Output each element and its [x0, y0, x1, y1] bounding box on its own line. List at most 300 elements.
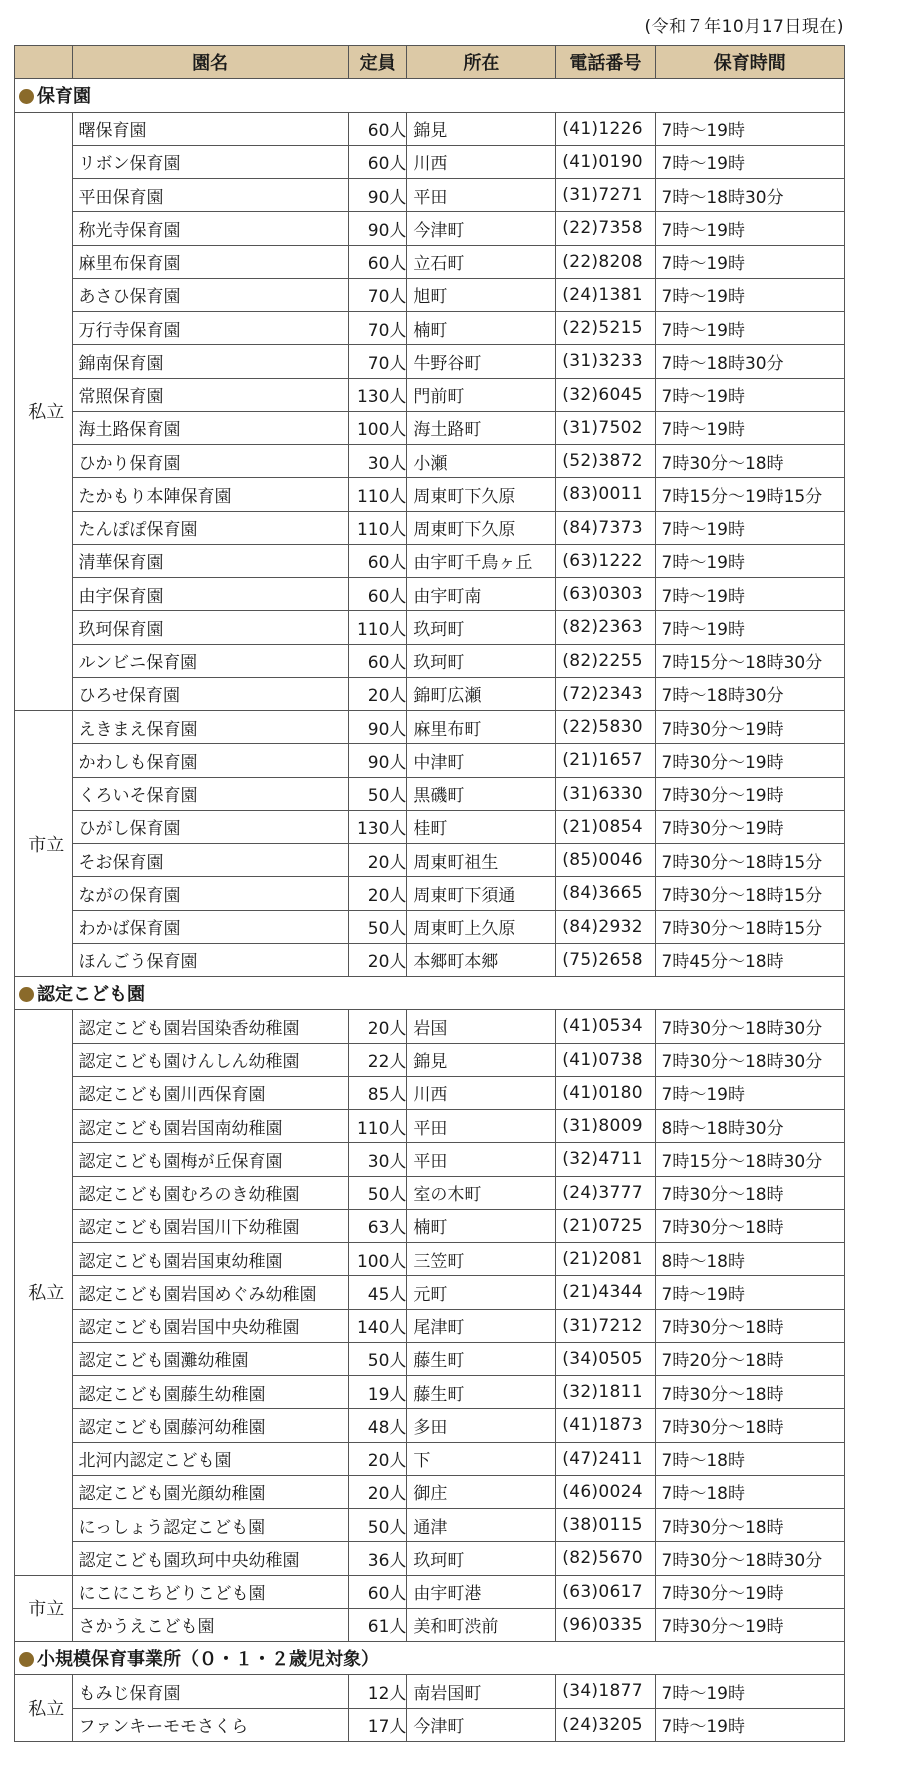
capacity-value: 110人 [348, 478, 407, 511]
phone-value: (85)0046 [556, 844, 655, 877]
table-row [15, 910, 845, 943]
phone-value: (47)2411 [556, 1442, 655, 1475]
facility-name: もみじ保育園 [72, 1675, 348, 1708]
capacity-value: 70人 [348, 278, 407, 311]
phone-value: (63)1222 [556, 544, 655, 577]
table-row [15, 212, 845, 245]
location-value: 南岩国町 [407, 1675, 556, 1708]
hours-value: 7時30分～19時 [655, 1608, 845, 1641]
facility-name: ほんごう保育園 [72, 943, 348, 976]
capacity-value: 48人 [348, 1409, 407, 1442]
location-value: 今津町 [407, 1708, 556, 1741]
capacity-value: 45人 [348, 1276, 407, 1309]
facility-name: ひがし保育園 [72, 810, 348, 843]
location-value: 岩国 [407, 1010, 556, 1043]
hours-value: 7時15分～18時30分 [655, 1143, 845, 1176]
location-value: 平田 [407, 179, 556, 212]
facility-name: 常照保育園 [72, 378, 348, 411]
capacity-value: 19人 [348, 1376, 407, 1409]
hours-value: 7時30分～19時 [655, 810, 845, 843]
phone-value: (84)2932 [556, 910, 655, 943]
section-title: 認定こども園 [37, 984, 145, 1006]
facility-name: ひかり保育園 [72, 445, 348, 478]
section-title: 小規模保育事業所（０・１・２歳児対象） [37, 1649, 379, 1671]
location-value: 小瀬 [407, 445, 556, 478]
facility-name: えきまえ保育園 [72, 711, 348, 744]
location-value: 楠町 [407, 1209, 556, 1242]
hours-value: 7時～18時 [655, 1442, 845, 1475]
section-header-row [15, 79, 845, 112]
capacity-value: 50人 [348, 1176, 407, 1209]
facility-name: にこにこちどりこども園 [72, 1575, 348, 1608]
facility-name: 由宇保育園 [72, 578, 348, 611]
hours-value: 7時～19時 [655, 145, 845, 178]
header-location: 所在 [407, 46, 556, 79]
table-row [15, 312, 845, 345]
capacity-value: 22人 [348, 1043, 407, 1076]
phone-value: (41)1873 [556, 1409, 655, 1442]
hours-value: 7時～19時 [655, 511, 845, 544]
section-title-cell [15, 977, 845, 1010]
as-of-date: (令和７年10月17日現在) [644, 17, 844, 37]
capacity-value: 70人 [348, 345, 407, 378]
capacity-value: 130人 [348, 810, 407, 843]
phone-value: (32)4711 [556, 1143, 655, 1176]
phone-value: (21)2081 [556, 1243, 655, 1276]
hours-value: 7時～18時30分 [655, 677, 845, 710]
table-row [15, 345, 845, 378]
facility-name: 認定こども園むろのき幼稚園 [72, 1176, 348, 1209]
hours-value: 7時～19時 [655, 578, 845, 611]
facility-name: 海土路保育園 [72, 411, 348, 444]
nursery-table [14, 45, 845, 1742]
location-value: 川西 [407, 145, 556, 178]
location-value: 錦見 [407, 1043, 556, 1076]
capacity-value: 60人 [348, 578, 407, 611]
location-value: 楠町 [407, 312, 556, 345]
header-hours: 保育時間 [655, 46, 845, 79]
table-row [15, 677, 845, 710]
facility-name: 曙保育園 [72, 112, 348, 145]
hours-value: 7時30分～18時 [655, 1176, 845, 1209]
location-value: 海土路町 [407, 411, 556, 444]
hours-value: 7時～19時 [655, 212, 845, 245]
phone-value: (31)3233 [556, 345, 655, 378]
capacity-value: 20人 [348, 677, 407, 710]
capacity-value: 90人 [348, 179, 407, 212]
facility-name: ルンビニ保育園 [72, 644, 348, 677]
table-row [15, 145, 845, 178]
hours-value: 7時30分～18時 [655, 1309, 845, 1342]
phone-value: (52)3872 [556, 445, 655, 478]
hours-value: 7時30分～18時15分 [655, 910, 845, 943]
location-value: 黒磯町 [407, 777, 556, 810]
phone-value: (31)7271 [556, 179, 655, 212]
bullet-dot-icon [19, 89, 34, 104]
phone-value: (84)7373 [556, 511, 655, 544]
location-value: 尾津町 [407, 1309, 556, 1342]
facility-name: 認定こども園岩国染香幼稚園 [72, 1010, 348, 1043]
facility-name: 玖珂保育園 [72, 611, 348, 644]
table-row [15, 411, 845, 444]
facility-name: 称光寺保育園 [72, 212, 348, 245]
table-row [15, 1675, 845, 1708]
location-value: 立石町 [407, 245, 556, 278]
location-value: 牛野谷町 [407, 345, 556, 378]
location-value: 玖珂町 [407, 611, 556, 644]
hours-value: 7時30分～18時30分 [655, 1542, 845, 1575]
table-row [15, 1376, 845, 1409]
location-value: 由宇町千鳥ヶ丘 [407, 544, 556, 577]
location-value: 通津 [407, 1509, 556, 1542]
location-value: 周東町下久原 [407, 478, 556, 511]
facility-name: 平田保育園 [72, 179, 348, 212]
hours-value: 7時～19時 [655, 112, 845, 145]
location-value: 元町 [407, 1276, 556, 1309]
phone-value: (96)0335 [556, 1608, 655, 1641]
table-row [15, 877, 845, 910]
capacity-value: 60人 [348, 544, 407, 577]
facility-name: 錦南保育園 [72, 345, 348, 378]
hours-value: 7時～19時 [655, 1708, 845, 1741]
ownership-label: 市立 [15, 1575, 73, 1642]
table-row [15, 544, 845, 577]
capacity-value: 50人 [348, 1509, 407, 1542]
phone-value: (46)0024 [556, 1475, 655, 1508]
hours-value: 7時～19時 [655, 1076, 845, 1109]
phone-value: (32)6045 [556, 378, 655, 411]
phone-value: (34)1877 [556, 1675, 655, 1708]
section-header-row [15, 1642, 845, 1675]
hours-value: 7時30分～18時30分 [655, 1043, 845, 1076]
phone-value: (82)2363 [556, 611, 655, 644]
table-row [15, 1176, 845, 1209]
phone-value: (31)7502 [556, 411, 655, 444]
facility-name: 認定こども園梅が丘保育園 [72, 1143, 348, 1176]
capacity-value: 36人 [348, 1542, 407, 1575]
facility-name: さかうえこども園 [72, 1608, 348, 1641]
hours-value: 7時～19時 [655, 544, 845, 577]
facility-name: 認定こども園光顔幼稚園 [72, 1475, 348, 1508]
phone-value: (75)2658 [556, 943, 655, 976]
capacity-value: 130人 [348, 378, 407, 411]
capacity-value: 60人 [348, 644, 407, 677]
capacity-value: 50人 [348, 1342, 407, 1375]
table-row [15, 1209, 845, 1242]
table-row [15, 1509, 845, 1542]
hours-value: 7時30分～19時 [655, 711, 845, 744]
location-value: 玖珂町 [407, 644, 556, 677]
phone-value: (41)1226 [556, 112, 655, 145]
location-value: 藤生町 [407, 1376, 556, 1409]
location-value: 平田 [407, 1143, 556, 1176]
capacity-value: 50人 [348, 910, 407, 943]
capacity-value: 70人 [348, 312, 407, 345]
capacity-value: 20人 [348, 844, 407, 877]
capacity-value: 85人 [348, 1076, 407, 1109]
capacity-value: 30人 [348, 1143, 407, 1176]
facility-name: リボン保育園 [72, 145, 348, 178]
capacity-value: 90人 [348, 711, 407, 744]
capacity-value: 20人 [348, 943, 407, 976]
capacity-value: 20人 [348, 1010, 407, 1043]
capacity-value: 61人 [348, 1608, 407, 1641]
table-row [15, 1143, 845, 1176]
table-row [15, 644, 845, 677]
location-value: 錦町広瀬 [407, 677, 556, 710]
location-value: 平田 [407, 1110, 556, 1143]
ownership-label: 私立 [15, 1675, 73, 1742]
hours-value: 7時～19時 [655, 312, 845, 345]
table-row [15, 1409, 845, 1442]
location-value: 川西 [407, 1076, 556, 1109]
capacity-value: 60人 [348, 145, 407, 178]
phone-value: (41)0190 [556, 145, 655, 178]
phone-value: (24)3777 [556, 1176, 655, 1209]
location-value: 桂町 [407, 810, 556, 843]
phone-value: (24)1381 [556, 278, 655, 311]
capacity-value: 20人 [348, 877, 407, 910]
hours-value: 7時30分～18時 [655, 445, 845, 478]
table-row [15, 478, 845, 511]
phone-value: (22)5215 [556, 312, 655, 345]
facility-name: 認定こども園灘幼稚園 [72, 1342, 348, 1375]
capacity-value: 63人 [348, 1209, 407, 1242]
hours-value: 7時45分～18時 [655, 943, 845, 976]
ownership-label: 私立 [15, 1010, 73, 1575]
location-value: 今津町 [407, 212, 556, 245]
phone-value: (82)2255 [556, 644, 655, 677]
table-row [15, 1442, 845, 1475]
table-row [15, 278, 845, 311]
facility-name: たかもり本陣保育園 [72, 478, 348, 511]
table-row [15, 445, 845, 478]
location-value: 錦見 [407, 112, 556, 145]
phone-value: (31)6330 [556, 777, 655, 810]
phone-value: (82)5670 [556, 1542, 655, 1575]
table-row [15, 511, 845, 544]
hours-value: 7時～19時 [655, 378, 845, 411]
table-row [15, 844, 845, 877]
phone-value: (21)4344 [556, 1276, 655, 1309]
capacity-value: 100人 [348, 411, 407, 444]
facility-name: 認定こども園岩国東幼稚園 [72, 1243, 348, 1276]
facility-name: 認定こども園岩国中央幼稚園 [72, 1309, 348, 1342]
phone-value: (22)7358 [556, 212, 655, 245]
facility-name: あさひ保育園 [72, 278, 348, 311]
capacity-value: 60人 [348, 112, 407, 145]
facility-name: 清華保育園 [72, 544, 348, 577]
facility-name: 認定こども園藤河幼稚園 [72, 1409, 348, 1442]
table-row [15, 1110, 845, 1143]
facility-name: 認定こども園川西保育園 [72, 1076, 348, 1109]
location-value: 由宇町港 [407, 1575, 556, 1608]
phone-value: (21)1657 [556, 744, 655, 777]
table-row [15, 943, 845, 976]
hours-value: 7時～19時 [655, 1276, 845, 1309]
table-row [15, 611, 845, 644]
table-row [15, 1276, 845, 1309]
capacity-value: 90人 [348, 212, 407, 245]
capacity-value: 20人 [348, 1475, 407, 1508]
phone-value: (31)8009 [556, 1110, 655, 1143]
ownership-label: 私立 [15, 112, 73, 711]
header-blank [15, 46, 73, 79]
hours-value: 7時15分～19時15分 [655, 478, 845, 511]
location-value: 三笠町 [407, 1243, 556, 1276]
hours-value: 7時30分～18時30分 [655, 1010, 845, 1043]
phone-value: (22)8208 [556, 245, 655, 278]
location-value: 麻里布町 [407, 711, 556, 744]
location-value: 周東町祖生 [407, 844, 556, 877]
capacity-value: 20人 [348, 1442, 407, 1475]
capacity-value: 140人 [348, 1309, 407, 1342]
facility-name: そお保育園 [72, 844, 348, 877]
facility-name: 認定こども園玖珂中央幼稚園 [72, 1542, 348, 1575]
hours-value: 8時～18時30分 [655, 1110, 845, 1143]
phone-value: (32)1811 [556, 1376, 655, 1409]
phone-value: (41)0738 [556, 1043, 655, 1076]
phone-value: (34)0505 [556, 1342, 655, 1375]
phone-value: (21)0725 [556, 1209, 655, 1242]
location-value: 中津町 [407, 744, 556, 777]
location-value: 門前町 [407, 378, 556, 411]
header-phone: 電話番号 [556, 46, 655, 79]
hours-value: 7時30分～18時 [655, 1409, 845, 1442]
capacity-value: 90人 [348, 744, 407, 777]
facility-name: くろいそ保育園 [72, 777, 348, 810]
location-value: 周東町上久原 [407, 910, 556, 943]
table-row [15, 378, 845, 411]
hours-value: 7時30分～18時15分 [655, 844, 845, 877]
bullet-dot-icon [19, 987, 34, 1002]
hours-value: 7時～19時 [655, 611, 845, 644]
facility-name: 北河内認定こども園 [72, 1442, 348, 1475]
table-row [15, 1243, 845, 1276]
table-header-row [15, 46, 845, 79]
capacity-value: 60人 [348, 1575, 407, 1608]
hours-value: 7時～18時30分 [655, 179, 845, 212]
capacity-value: 12人 [348, 1675, 407, 1708]
phone-value: (21)0854 [556, 810, 655, 843]
phone-value: (31)7212 [556, 1309, 655, 1342]
hours-value: 7時30分～18時 [655, 1376, 845, 1409]
phone-value: (41)0180 [556, 1076, 655, 1109]
hours-value: 7時～18時30分 [655, 345, 845, 378]
table-row [15, 1608, 845, 1641]
location-value: 多田 [407, 1409, 556, 1442]
facility-name: かわしも保育園 [72, 744, 348, 777]
header-name: 園名 [72, 46, 348, 79]
table-row [15, 578, 845, 611]
hours-value: 7時30分～19時 [655, 744, 845, 777]
header-capacity: 定員 [348, 46, 407, 79]
facility-name: ファンキーモモさくら [72, 1708, 348, 1741]
location-value: 旭町 [407, 278, 556, 311]
hours-value: 7時～18時 [655, 1475, 845, 1508]
phone-value: (84)3665 [556, 877, 655, 910]
hours-value: 7時～19時 [655, 278, 845, 311]
bullet-dot-icon [19, 1652, 34, 1667]
table-row [15, 1076, 845, 1109]
hours-value: 8時～18時 [655, 1243, 845, 1276]
capacity-value: 100人 [348, 1243, 407, 1276]
phone-value: (63)0303 [556, 578, 655, 611]
section-header-row [15, 977, 845, 1010]
table-row [15, 777, 845, 810]
location-value: 美和町渋前 [407, 1608, 556, 1641]
hours-value: 7時30分～18時 [655, 1209, 845, 1242]
ownership-label: 市立 [15, 711, 73, 977]
phone-value: (63)0617 [556, 1575, 655, 1608]
hours-value: 7時30分～19時 [655, 777, 845, 810]
hours-value: 7時30分～18時15分 [655, 877, 845, 910]
hours-value: 7時20分～18時 [655, 1342, 845, 1375]
capacity-value: 17人 [348, 1708, 407, 1741]
facility-name: にっしょう認定こども園 [72, 1509, 348, 1542]
table-row [15, 1542, 845, 1575]
table-row [15, 1309, 845, 1342]
hours-value: 7時30分～19時 [655, 1575, 845, 1608]
section-title-cell [15, 79, 845, 112]
table-row [15, 1043, 845, 1076]
table-row [15, 1342, 845, 1375]
table-row [15, 1475, 845, 1508]
facility-name: ひろせ保育園 [72, 677, 348, 710]
facility-name: 万行寺保育園 [72, 312, 348, 345]
phone-value: (41)0534 [556, 1010, 655, 1043]
location-value: 周東町下須通 [407, 877, 556, 910]
phone-value: (24)3205 [556, 1708, 655, 1741]
table-row [15, 112, 845, 145]
table-row [15, 711, 845, 744]
location-value: 本郷町本郷 [407, 943, 556, 976]
table-row [15, 1010, 845, 1043]
table-row [15, 810, 845, 843]
location-value: 周東町下久原 [407, 511, 556, 544]
facility-name: 認定こども園岩国南幼稚園 [72, 1110, 348, 1143]
capacity-value: 110人 [348, 611, 407, 644]
table-row [15, 744, 845, 777]
facility-name: 麻里布保育園 [72, 245, 348, 278]
table-row [15, 1575, 845, 1608]
facility-name: 認定こども園けんしん幼稚園 [72, 1043, 348, 1076]
location-value: 藤生町 [407, 1342, 556, 1375]
location-value: 下 [407, 1442, 556, 1475]
table-row [15, 179, 845, 212]
facility-name: 認定こども園岩国川下幼稚園 [72, 1209, 348, 1242]
facility-name: わかば保育園 [72, 910, 348, 943]
capacity-value: 30人 [348, 445, 407, 478]
location-value: 玖珂町 [407, 1542, 556, 1575]
hours-value: 7時～19時 [655, 411, 845, 444]
hours-value: 7時15分～18時30分 [655, 644, 845, 677]
hours-value: 7時～19時 [655, 245, 845, 278]
capacity-value: 50人 [348, 777, 407, 810]
facility-name: 認定こども園藤生幼稚園 [72, 1376, 348, 1409]
phone-value: (22)5830 [556, 711, 655, 744]
facility-name: 認定こども園岩国めぐみ幼稚園 [72, 1276, 348, 1309]
table-row [15, 245, 845, 278]
location-value: 由宇町南 [407, 578, 556, 611]
phone-value: (83)0011 [556, 478, 655, 511]
capacity-value: 60人 [348, 245, 407, 278]
section-title: 保育園 [37, 86, 91, 108]
hours-value: 7時30分～18時 [655, 1509, 845, 1542]
facility-name: たんぽぽ保育園 [72, 511, 348, 544]
location-value: 御庄 [407, 1475, 556, 1508]
location-value: 室の木町 [407, 1176, 556, 1209]
